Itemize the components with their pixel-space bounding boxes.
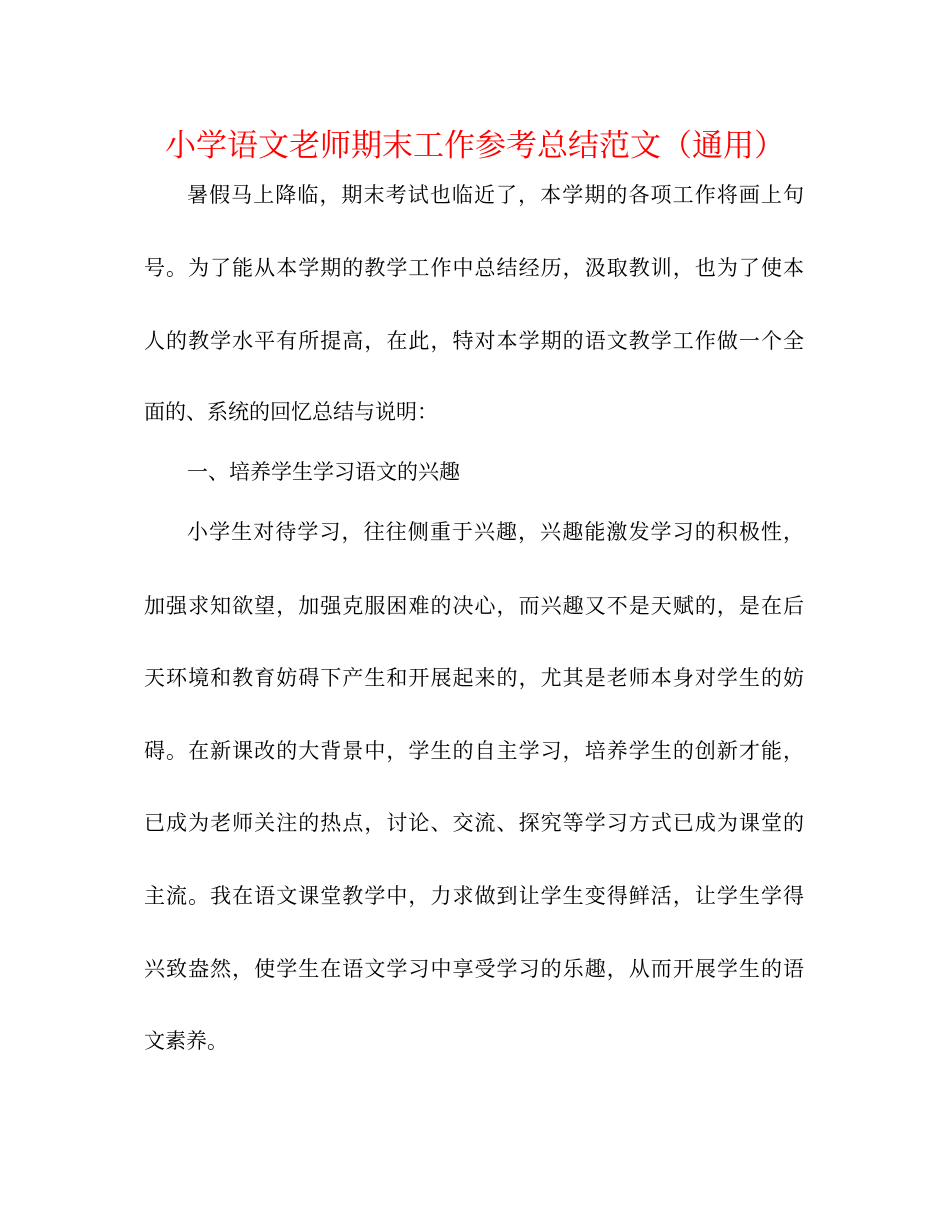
paragraph-line: 已成为老师关注的热点，讨论、交流、探究等学习方式已成为课堂的 bbox=[144, 811, 804, 835]
paragraph-line: 天环境和教育妨碍下产生和开展起来的，尤其是老师本身对学生的妨 bbox=[144, 666, 804, 690]
paragraph-line: 文素养。 bbox=[144, 1029, 228, 1053]
paragraph-line: 人的教学水平有所提高，在此，特对本学期的语文教学工作做一个全 bbox=[144, 329, 804, 353]
paragraph-line: 面的、系统的回忆总结与说明： bbox=[144, 400, 438, 424]
paragraph-line: 主流。我在语文课堂教学中，力求做到让学生变得鲜活，让学生学得 bbox=[144, 884, 804, 908]
paragraph-line: 号。为了能从本学期的教学工作中总结经历，汲取教训，也为了使本 bbox=[144, 256, 804, 280]
paragraph-line: 小学生对待学习，往往侧重于兴趣，兴趣能激发学习的积极性， bbox=[187, 520, 804, 544]
paragraph-line: 兴致盎然，使学生在语文学习中享受学习的乐趣，从而开展学生的语 bbox=[144, 957, 804, 981]
paragraph-line: 暑假马上降临，期末考试也临近了，本学期的各项工作将画上句 bbox=[187, 183, 804, 207]
paragraph-line: 碍。在新课改的大背景中，学生的自主学习，培养学生的创新才能， bbox=[144, 739, 804, 763]
document-title: 小学语文老师期末工作参考总结范文（通用） bbox=[165, 128, 785, 164]
paragraph-line: 加强求知欲望，加强克服困难的决心，而兴趣又不是天赋的，是在后 bbox=[144, 594, 804, 618]
section-heading: 一、培养学生学习语文的兴趣 bbox=[187, 460, 460, 484]
